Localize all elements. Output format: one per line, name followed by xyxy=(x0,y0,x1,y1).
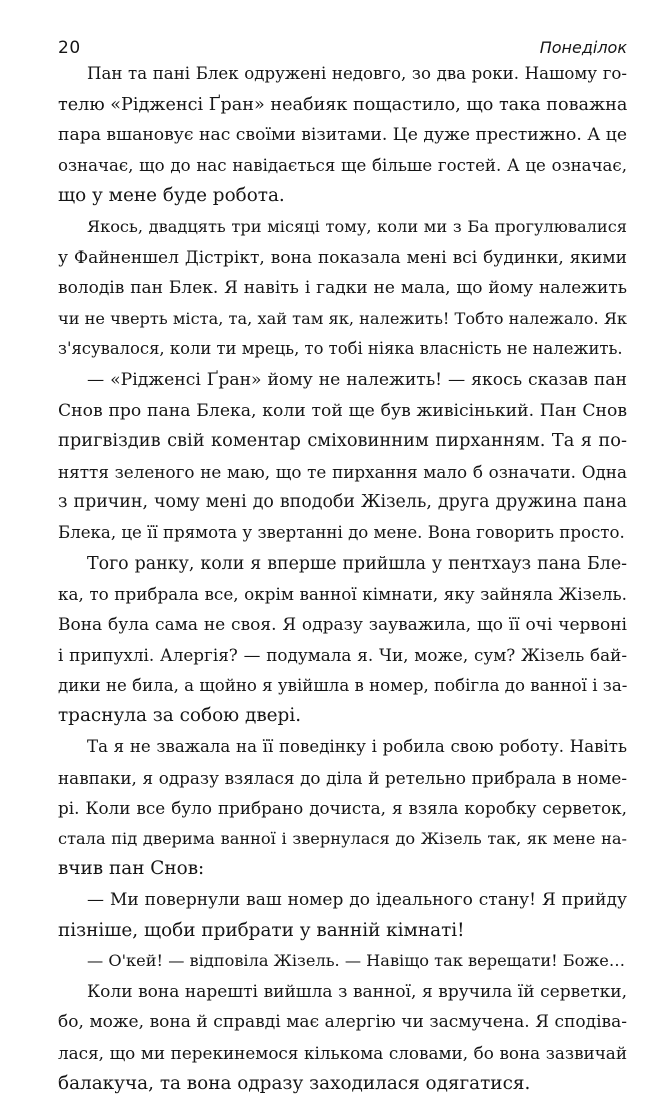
text-line: Того ранку, коли я вперше прийшла у пентхауз пана Бле- xyxy=(87,553,627,574)
text-line: траснула за собою двері. xyxy=(58,705,302,727)
text-line: Якось, двадцять три місяці тому, коли ми з Ба прогулювалися xyxy=(87,216,627,236)
text-line: вчив пан Снов: xyxy=(58,858,205,880)
paragraph xyxy=(58,212,627,365)
text-line: няття зеленого не маю, що те пирхання мало б означати. Одна xyxy=(58,461,627,482)
text-line: — «Рідженсі Ґран» йому не належить! — якось сказав пан xyxy=(87,369,627,390)
text-line: лася, що ми перекинемося кількома словами, бо вона зазвичай xyxy=(58,1043,627,1063)
text-line: — О'кей! — відповіла Жізель. — Навіщо так верещати! Боже… xyxy=(87,951,626,971)
body-text xyxy=(58,59,627,1099)
text-line: і припухлі. Алергія? — подумала я. Чи, може, сум? Жізель бай- xyxy=(58,645,627,666)
text-line: означає, що до нас навідається ще більше гостей. А це означає, xyxy=(58,155,627,175)
text-line: чи не чверть міста, та, хай там як, належить! Тобто належало. Як xyxy=(58,308,627,328)
paragraph xyxy=(58,59,627,212)
text-line: Снов про пана Блека, коли той ще був живісінький. Пан Снов xyxy=(58,400,627,421)
text-line: балакуча, та вона одразу заходилася одягатися. xyxy=(58,1072,531,1094)
paragraph xyxy=(58,977,627,1099)
text-line: Коли вона нарешті вийшла з ванної, я вручила їй серветки, xyxy=(87,981,627,1002)
text-line: рі. Коли все було прибрано дочиста, я взяла коробку серветок, xyxy=(58,798,627,819)
page-header xyxy=(58,38,627,60)
running-head-chapter-title: Понеділок xyxy=(539,38,627,57)
text-line: володів пан Блек. Я навіть і гадки не мала, що йому належить xyxy=(58,278,627,299)
text-line: Вона була сама не своя. Я одразу зауважила, що її очі червоні xyxy=(58,614,627,635)
text-line: телю «Рідженсі Ґран» неабияк пощастило, що така поважна xyxy=(58,94,627,115)
text-line: Пан та пані Блек одружені недовго, зо два роки. Нашому го- xyxy=(87,64,627,83)
text-line: Блека, це її прямота у звертанні до мене. Вона говорить просто. xyxy=(58,522,625,542)
text-line: дики не била, а щойно я увійшла в номер, побігла до ванної і за- xyxy=(58,675,627,695)
text-line: бо, може, вона й справді має алергію чи засмучена. Я сподіва- xyxy=(58,1012,627,1033)
text-line: у Файненшел Дістрікт, вона показала мені всі будинки, якими xyxy=(58,247,627,268)
text-line: пізніше, щоби прибрати у ванній кімнаті! xyxy=(58,919,465,941)
text-line: з'ясувалося, коли ти мрець, то тобі ніяка власність не належить. xyxy=(58,339,623,359)
paragraph xyxy=(58,732,627,885)
text-line: пригвіздив свій коментар сміховинним пирханням. Та я по- xyxy=(58,430,627,452)
paragraph xyxy=(58,549,627,733)
text-line: навпаки, я одразу взялася до діла й ретельно прибрала в номе- xyxy=(58,767,627,788)
paragraph xyxy=(58,946,627,977)
text-line: з причин, чому мені до вподоби Жізель, друга дружина пана xyxy=(58,492,627,513)
text-line: ка, то прибрала все, окрім ванної кімнати, яку зайняла Жізель. xyxy=(58,584,627,605)
page-number: 20 xyxy=(58,38,81,58)
text-line: що у мене буде робота. xyxy=(58,185,285,207)
text-line: Та я не зважала на її поведінку і робила свою роботу. Навіть xyxy=(87,737,627,757)
text-line: — Ми повернули ваш номер до ідеального стану! Я прийду xyxy=(87,890,627,911)
text-line: стала під дверима ванної і звернулася до Жізель так, як мене на- xyxy=(58,828,627,848)
text-line: пара вшановує нас своїми візитами. Це дуже престижно. А це xyxy=(58,125,627,146)
paragraph xyxy=(58,885,627,946)
paragraph xyxy=(58,365,627,549)
